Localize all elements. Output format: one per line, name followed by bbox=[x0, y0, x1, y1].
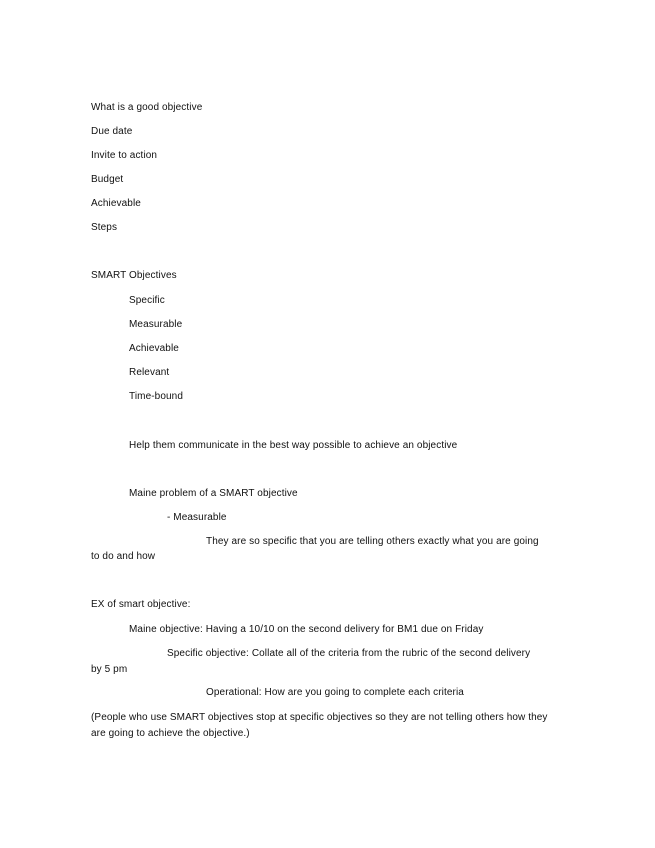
main-objective: Maine objective: Having a 10/10 on the second delivery for BM1 due on Friday bbox=[129, 624, 484, 635]
specific-objective-cont: by 5 pm bbox=[91, 664, 128, 675]
problem-point: - Measurable bbox=[167, 512, 227, 523]
list-item: Invite to action bbox=[91, 150, 158, 161]
problem-detail: They are so specific that you are telling others exactly what you are going bbox=[206, 536, 539, 547]
list-item: Budget bbox=[91, 174, 124, 185]
problem-title: Maine problem of a SMART objective bbox=[129, 488, 298, 499]
smart-item: Relevant bbox=[129, 367, 170, 378]
smart-item: Time-bound bbox=[129, 391, 183, 402]
list-item: Steps bbox=[91, 222, 118, 233]
heading-smart-objectives: SMART Objectives bbox=[91, 270, 177, 281]
heading-example: EX of smart objective: bbox=[91, 599, 191, 610]
smart-purpose: Help them communicate in the best way possible to achieve an objective bbox=[129, 440, 458, 451]
list-item: Due date bbox=[91, 126, 133, 137]
smart-item: Achievable bbox=[129, 343, 179, 354]
smart-item: Specific bbox=[129, 295, 165, 306]
operational-objective: Operational: How are you going to complete each criteria bbox=[206, 687, 464, 698]
smart-item: Measurable bbox=[129, 319, 183, 330]
problem-detail-cont: to do and how bbox=[91, 551, 156, 562]
list-item: Achievable bbox=[91, 198, 141, 209]
closing-note: (People who use SMART objectives stop at specific objectives so they are not telling others how they are going to achieve the objective.) bbox=[91, 712, 548, 739]
specific-objective: Specific objective: Collate all of the criteria from the rubric of the second delivery bbox=[167, 648, 531, 659]
heading-good-objective: What is a good objective bbox=[91, 102, 203, 113]
